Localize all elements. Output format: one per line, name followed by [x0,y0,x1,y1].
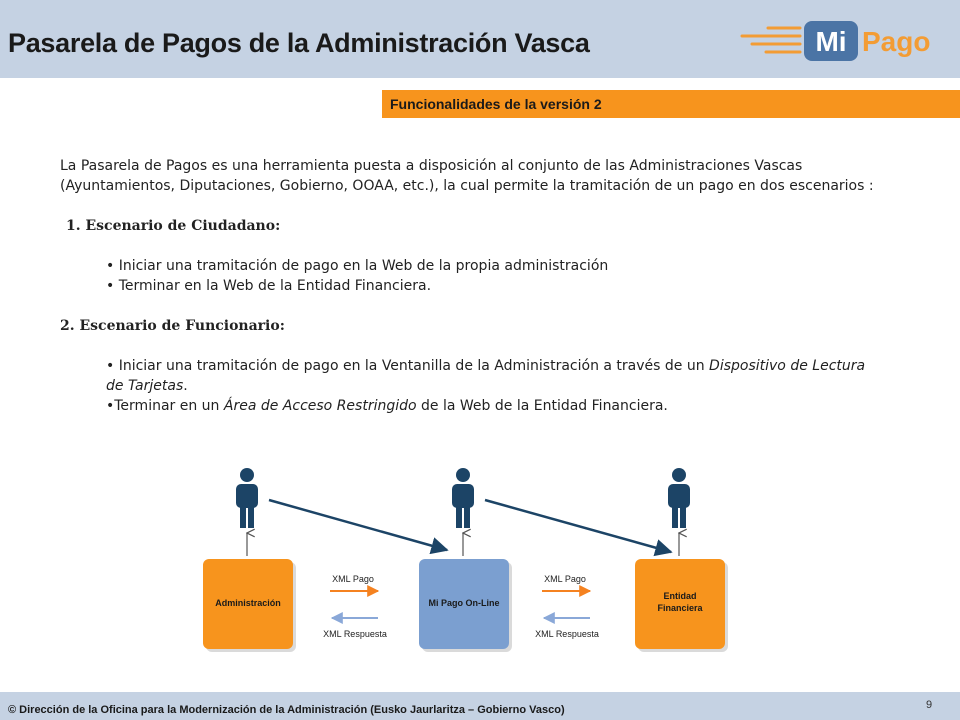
xml-respuesta-label-1: XML Respuesta [323,629,387,639]
scenario2-heading: 2. Escenario de Funcionario: [60,318,285,334]
scenario2-item-2: •Terminar en un Área de Acceso Restringido de la Web de la Entidad Financiera. [106,398,668,414]
payment-flow-diagram [195,460,765,660]
section-label: Funcionalidades de la versión 2 [390,96,602,112]
flow-arrow-2 [485,500,671,552]
person-icon-entidad [668,468,690,528]
box-entidad-label-2: Financiera [657,603,703,613]
box-administracion-label: Administración [215,598,281,608]
page-number: 9 [926,699,933,711]
person-icon-mipago [452,468,474,528]
xml-pago-label-1: XML Pago [332,574,374,584]
content-body [60,156,920,416]
mipago-logo-icon [738,14,948,66]
scenario1-heading: 1. Escenario de Ciudadano: [66,218,281,234]
scenario1-item-1: • Iniciar una tramitación de pago en la Web de la propia administración [106,258,609,274]
logo-part2: Pago [862,26,931,57]
intro-paragraph: La Pasarela de Pagos es una herramienta puesta a disposición al conjunto de las Administraciones Vascas (Ayuntamientos, Diputaciones, Gobierno, OOAA, etc.), la cual permite la tramitación de un pago en dos escenarios : [60,158,874,194]
box-entidad-label-1: Entidad [663,591,697,601]
footer-copyright: © Dirección de la Oficina para la Modernización de la Administración (Eusko Jaurlaritza – Gobierno Vasco) [8,704,565,716]
page-title: Pasarela de Pagos de la Administración Vasca [8,28,590,58]
flow-arrow-1 [269,500,447,550]
footer-bar [0,692,960,720]
xml-respuesta-label-2: XML Respuesta [535,629,599,639]
xml-pago-label-2: XML Pago [544,574,586,584]
scenario1-item-2: • Terminar en la Web de la Entidad Financiera. [106,278,432,294]
box-mipago-label: Mi Pago On-Line [428,598,500,608]
scenario2-item-1: • Iniciar una tramitación de pago en la Ventanilla de la Administración a través de un Dispositivo de Lectura de Tarjetas. [106,358,866,394]
logo-part1: Mi [815,26,847,57]
person-icon-admin [236,468,258,528]
header-bar [0,0,960,78]
section-tab [382,90,960,118]
